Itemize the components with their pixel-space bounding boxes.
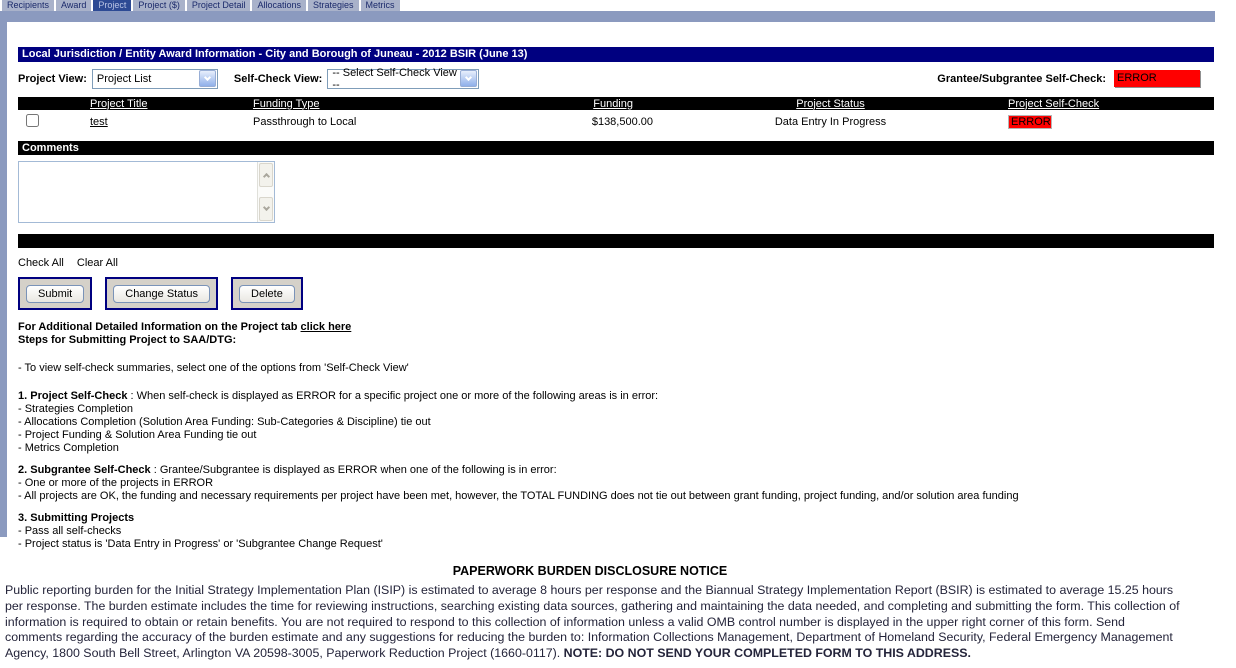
notice-body: Public reporting burden for the Initial Strategy Implementation Plan (ISIP) is estimated to average 8 hours per response and the Biannual Strategy Implementation Report (BSIR) is estimated to average 15.25 hours per response. The burden estimate includes the time for reviewing instructions, searching existing data sources, gathering and maintaining the data needed, and completing and submitting the form. This collection of information is required to obtain or retain benefits. You are not required to respond to this collection of information unless a valid OMB control number is displayed in the upper right corner of this form. Send comments regarding the accuracy of the burden estimate and any suggestions for reducing the burden to: Information Collections Management, Department of Homeland Security, Federal Emergency Management Agency, 1800 South Bell Street, Arlington VA 20598-3005, Paperwork Reduction Project (1660-0117). NOTE: DO NOT SEND YOUR COMPLETED FORM TO THIS ADDRESS.: [5, 583, 1180, 661]
grantee-self-check: [937, 70, 1214, 87]
section2-item: - All projects are OK, the funding and necessary requirements per project have been met, however, the TOTAL FUNDING does not tie out between grant funding, project funding, and/or solution area funding: [18, 490, 1019, 502]
section1-item: - Project Funding & Solution Area Funding tie out: [18, 429, 257, 441]
divider-bar: [18, 234, 1214, 248]
chevron-down-icon[interactable]: [460, 70, 477, 87]
row-checkbox[interactable]: [26, 114, 39, 127]
row-checkbox-cell: [18, 114, 90, 130]
tab-project-dollars[interactable]: Project ($): [133, 0, 185, 11]
self-check-view-select[interactable]: [327, 66, 479, 91]
left-frame-bar: [0, 22, 7, 537]
tab-project[interactable]: Project: [93, 0, 131, 11]
project-view-selected-value: Project List: [96, 72, 152, 85]
project-view-label: Project View:: [18, 72, 87, 85]
tab-project-detail[interactable]: Project Detail: [187, 0, 251, 11]
scroll-down-icon[interactable]: [259, 197, 273, 221]
tab-award[interactable]: Award: [56, 0, 91, 11]
grantee-self-check-label: Grantee/Subgrantee Self-Check:: [937, 72, 1106, 85]
page-title: Local Jurisdiction / Entity Award Information - City and Borough of Juneau - 2012 BSIR (June 13): [18, 47, 1214, 62]
section1-item: - Metrics Completion: [18, 442, 119, 454]
clear-all-link[interactable]: Clear All: [76, 257, 118, 269]
comments-section-header: Comments: [18, 141, 1214, 155]
project-table-header: [18, 97, 1214, 110]
self-check-view-selected-value: -- Select Self-Check View --: [332, 66, 457, 91]
project-title-link[interactable]: test: [90, 116, 108, 128]
steps-title: Steps for Submitting Project to SAA/DTG:: [18, 334, 237, 346]
comments-box: [18, 161, 275, 223]
controls-row: [18, 68, 1214, 89]
section3-title: 3. Submitting Projects: [18, 512, 135, 524]
change-status-button[interactable]: Change Status: [113, 285, 210, 303]
action-buttons: [18, 277, 1214, 310]
selection-links: [18, 257, 1214, 269]
col-funding-type[interactable]: Funding Type: [253, 97, 320, 110]
click-here-link[interactable]: click here: [300, 321, 352, 333]
section1-item: - Strategies Completion: [18, 403, 133, 415]
submit-button[interactable]: Submit: [26, 285, 84, 303]
col-project-status[interactable]: Project Status: [796, 97, 865, 110]
comments-scrollbar[interactable]: [257, 162, 274, 222]
change-status-button-frame: [105, 277, 218, 310]
self-check-hint: - To view self-check summaries, select one of the options from 'Self-Check View': [18, 362, 409, 374]
comments-input[interactable]: [19, 162, 257, 222]
tab-recipients[interactable]: Recipients: [2, 0, 54, 11]
col-project-title[interactable]: Project Title: [90, 97, 148, 110]
tab-bar: [0, 0, 1236, 11]
scroll-up-icon[interactable]: [259, 163, 273, 187]
section2-item: - One or more of the projects in ERROR: [18, 477, 214, 489]
section3-item: - Project status is 'Data Entry in Progress' or 'Subgrantee Change Request': [18, 538, 383, 550]
main-content: [18, 47, 1214, 550]
top-frame-bar: [0, 11, 1215, 22]
notice-bold-warning: NOTE: DO NOT SEND YOUR COMPLETED FORM TO THIS ADDRESS.: [563, 646, 971, 661]
section2-title: 2. Subgrantee Self-Check : Grantee/Subgrantee is displayed as ERROR when one of the following is in error:: [18, 464, 557, 476]
info-line: For Additional Detailed Information on the Project tab click here: [18, 321, 352, 333]
section3-item: - Pass all self-checks: [18, 525, 122, 537]
delete-button-frame: [231, 277, 303, 310]
grantee-self-check-status-badge: ERROR: [1114, 70, 1200, 87]
notice-title: PAPERWORK BURDEN DISCLOSURE NOTICE: [452, 564, 728, 578]
tab-allocations[interactable]: Allocations: [252, 0, 306, 11]
chevron-down-icon[interactable]: [199, 70, 216, 87]
funding-type-value: Passthrough to Local: [253, 116, 357, 128]
self-check-view-label: Self-Check View:: [233, 72, 323, 85]
col-project-self-check[interactable]: Project Self-Check: [1008, 97, 1100, 110]
instructions-block: [18, 321, 1214, 550]
section1-item: - Allocations Completion (Solution Area Funding: Sub-Categories & Discipline) tie out: [18, 416, 431, 428]
check-all-link[interactable]: Check All: [18, 257, 64, 269]
tab-metrics[interactable]: Metrics: [361, 0, 400, 11]
submit-button-frame: [18, 277, 92, 310]
paperwork-burden-notice: [0, 564, 1190, 662]
funding-value: $138,500.00: [591, 116, 653, 128]
delete-button[interactable]: Delete: [239, 285, 295, 303]
project-view-select[interactable]: [92, 69, 218, 89]
table-row: [18, 110, 1214, 134]
project-status-value: Data Entry In Progress: [774, 116, 887, 128]
section1-title: 1. Project Self-Check : When self-check is displayed as ERROR for a specific project one or more of the following areas is in error:: [18, 390, 659, 402]
tab-strategies[interactable]: Strategies: [308, 0, 359, 11]
project-self-check-badge: ERROR: [1008, 115, 1052, 129]
col-funding[interactable]: Funding: [593, 97, 633, 110]
